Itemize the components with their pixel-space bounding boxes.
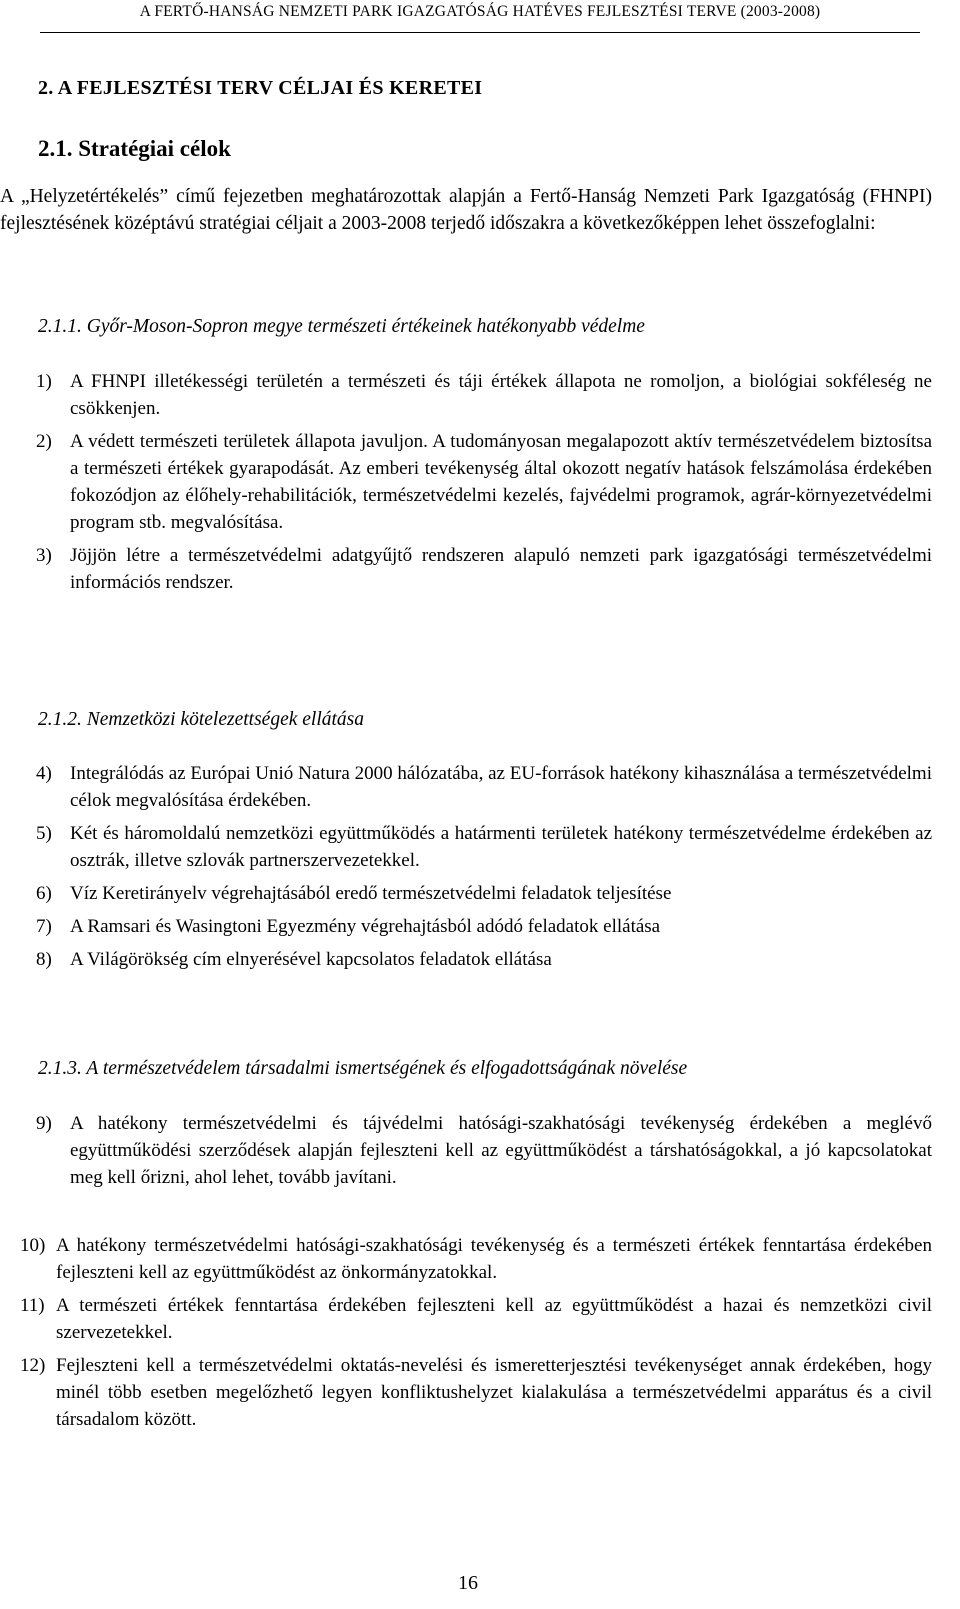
item-text: A Ramsari és Wasingtoni Egyezmény végrehajtásból adódó feladatok ellátása <box>70 916 661 937</box>
item-text: Fejleszteni kell a természetvédelmi oktatás-nevelési és ismeretterjesztési tevékenységet annak érdekében, hogy minél több esetben megelőzhető legyen konfliktushelyzet kialakulása a természetvédelmi apparátus és a civil társadalom között. <box>56 1355 932 1430</box>
subsection-list-3 <box>0 1110 932 1191</box>
list-item <box>0 368 932 422</box>
item-text: A természeti értékek fenntartása érdekében fejleszteni kell az együttműködést a hazai és nemzetközi civil szervezetekkel. <box>56 1295 932 1343</box>
item-text: Integrálódás az Európai Unió Natura 2000 hálózatába, az EU-források hatékony kihasználása a természetvédelmi célok megvalósítása érdekében. <box>70 763 932 811</box>
list-item <box>0 760 932 814</box>
subsection-title-1: 2.1.1. Győr-Moson-Sopron megye természeti értékeinek hatékonyabb védelme <box>38 316 645 337</box>
item-text: Jöjjön létre a természetvédelmi adatgyűjtő rendszeren alapuló nemzeti park igazgatósági természetvédelmi információs rendszer. <box>70 545 932 593</box>
subsection-list-3b <box>0 1232 932 1433</box>
list-item <box>0 1292 932 1346</box>
item-text: A hatékony természetvédelmi és tájvédelmi hatósági-szakhatósági tevékenység érdekében a meglévő együttműködési szerződések alapján fejleszteni kell az együttműködést a társhatóságokkal, a jó kapcsolatokat meg kell őrizni, ahol lehet, tovább javítani. <box>70 1113 932 1188</box>
page-number: 16 <box>458 1572 478 1594</box>
item-number: 6) <box>36 883 52 904</box>
subsection-list-2 <box>0 760 932 973</box>
item-number: 10) <box>20 1235 46 1256</box>
item-text: Két és háromoldalú nemzetközi együttműködés a határmenti területek hatékony természetvédelme érdekében az osztrák, illetve szlovák partnerszervezetekkel. <box>70 823 932 871</box>
item-number: 7) <box>36 916 52 937</box>
item-number: 12) <box>20 1355 46 1376</box>
item-text: A FHNPI illetékességi területén a természeti és táji értékek állapota ne romoljon, a biológiai sokféleség ne csökkenjen. <box>70 371 932 419</box>
item-number: 11) <box>20 1295 45 1316</box>
intro-paragraph: A „Helyzetértékelés” című fejezetben meghatározottak alapján a Fertő-Hanság Nemzeti Park Igazgatóság (FHNPI) fejlesztésének középtávú stratégiai céljait a 2003-2008 terjedő időszakra a következőképpen lehet összefoglalni: <box>0 186 932 234</box>
item-text: Víz Keretirányelv végrehajtásából eredő természetvédelmi feladatok teljesítése <box>70 883 672 904</box>
list-item <box>0 913 932 940</box>
item-text: A védett természeti területek állapota javuljon. A tudományosan megalapozott aktív természetvédelem biztosítsa a természeti értékek gyarapodását. Az emberi tevékenység által okozott negatív hatások felszámolása érdekében fokozódjon az élőhely-rehabilitációk, természetvédelmi kezelés, fajvédelmi programok, agrár-környezetvédelmi program stb. megvalósítása. <box>70 431 932 533</box>
item-number: 5) <box>36 823 52 844</box>
subsection-title-3: 2.1.3. A természetvédelem társadalmi ismertségének és elfogadottságának növelése <box>38 1058 688 1079</box>
subsection-title-2: 2.1.2. Nemzetközi kötelezettségek ellátása <box>38 709 364 730</box>
item-number: 2) <box>36 431 52 452</box>
list-item <box>0 820 932 874</box>
list-item <box>0 1352 932 1433</box>
list-item <box>0 1232 932 1286</box>
list-item <box>0 880 932 907</box>
list-item <box>0 428 932 536</box>
subsection-list-1 <box>0 368 932 596</box>
running-header: A FERTŐ-HANSÁG NEMZETI PARK IGAZGATÓSÁG HATÉVES FEJLESZTÉSI TERVE (2003-2008) <box>40 0 920 33</box>
list-item <box>0 946 932 973</box>
chapter-title: 2. A FEJLESZTÉSI TERV CÉLJAI ÉS KERETEI <box>38 77 483 99</box>
item-number: 4) <box>36 763 52 784</box>
item-text: A hatékony természetvédelmi hatósági-szakhatósági tevékenység és a természeti értékek fenntartása érdekében fejleszteni kell az együttműködést az önkormányzatokkal. <box>56 1235 932 1283</box>
item-text: A Világörökség cím elnyerésével kapcsolatos feladatok ellátása <box>70 949 552 970</box>
section-title: 2.1. Stratégiai célok <box>38 136 231 161</box>
list-item <box>0 1110 932 1191</box>
item-number: 9) <box>36 1113 52 1134</box>
item-number: 3) <box>36 545 52 566</box>
item-number: 1) <box>36 371 52 392</box>
item-number: 8) <box>36 949 52 970</box>
list-item <box>0 542 932 596</box>
